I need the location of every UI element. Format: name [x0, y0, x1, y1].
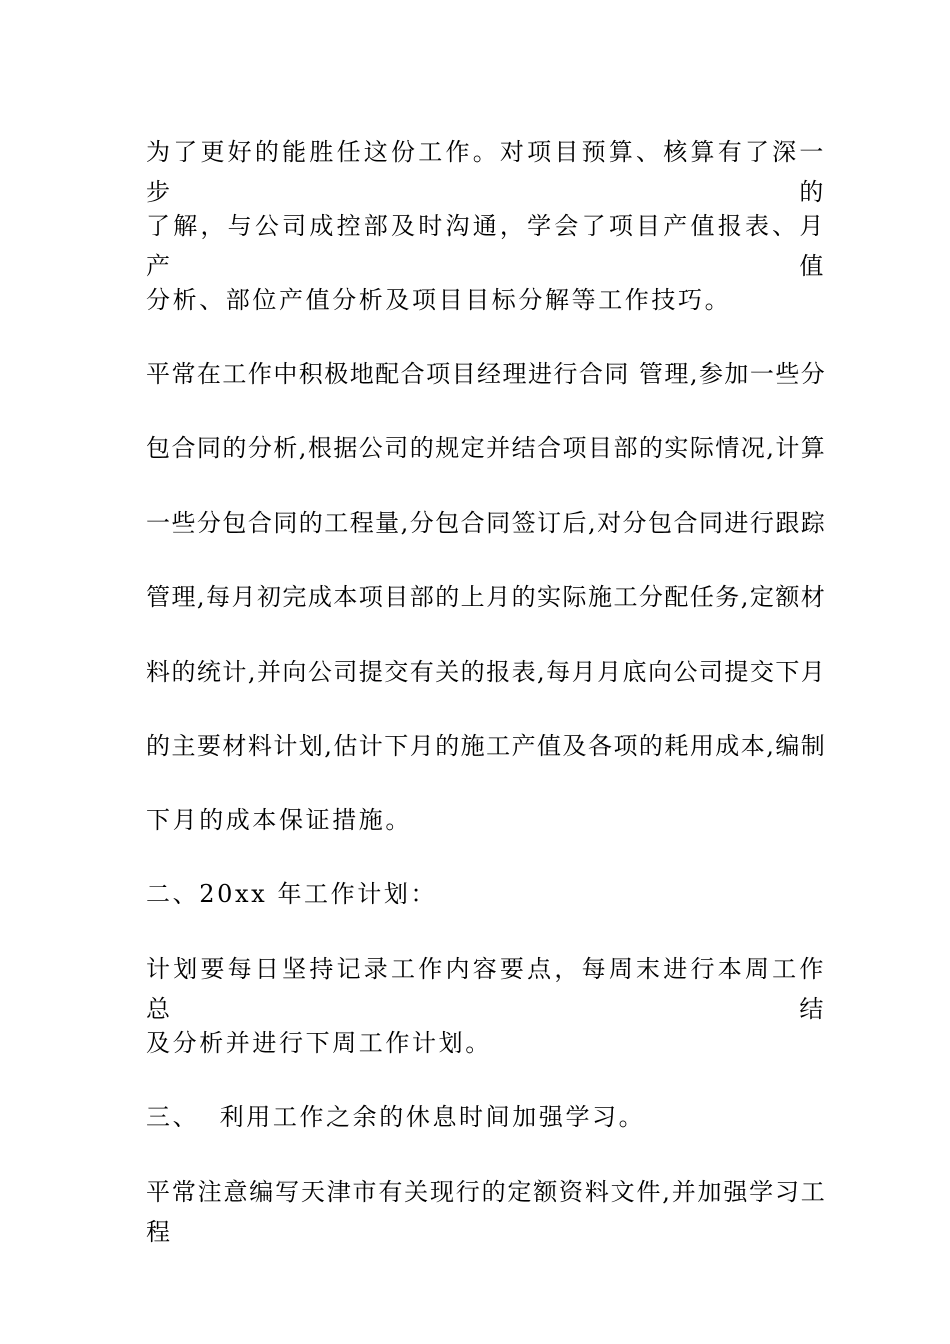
paragraph-line-7: 管理,每月初完成本项目部的上月的实际施工分配任务,定额材: [146, 583, 826, 611]
paragraph-line-2: 了解，与公司成控部及时沟通，学会了项目产值报表、月产值: [146, 212, 826, 280]
section-heading-2: 二、20xx 年工作计划：: [146, 880, 438, 908]
paragraph-line-5: 包合同的分析,根据公司的规定并结合项目部的实际情况,计算: [146, 434, 826, 462]
paragraph-line-15: 平常注意编写天津市有关现行的定额资料文件,并加强学习工程: [146, 1178, 826, 1246]
paragraph-line-10: 下月的成本保证措施。: [146, 806, 412, 834]
paragraph-line-9: 的主要材料计划,估计下月的施工产值及各项的耗用成本,编制: [146, 732, 826, 760]
paragraph-line-6: 一些分包合同的工程量,分包合同签订后,对分包合同进行跟踪: [146, 509, 826, 537]
paragraph-line-12: 计划要每日坚持记录工作内容要点，每周末进行本周工作总结: [146, 955, 826, 1023]
paragraph-line-4: 平常在工作中积极地配合项目经理进行合同 管理,参加一些分: [146, 360, 826, 388]
paragraph-line-3: 分析、部位产值分析及项目目标分解等工作技巧。: [146, 286, 732, 314]
paragraph-line-13: 及分析并进行下周工作计划。: [146, 1029, 492, 1057]
paragraph-line-8: 料的统计,并向公司提交有关的报表,每月月底向公司提交下月: [146, 658, 826, 686]
paragraph-line-1: 为了更好的能胜任这份工作。对项目预算、核算有了深一步的: [146, 138, 826, 206]
section-heading-3: 三、 利用工作之余的休息时间加强学习。: [146, 1103, 646, 1131]
